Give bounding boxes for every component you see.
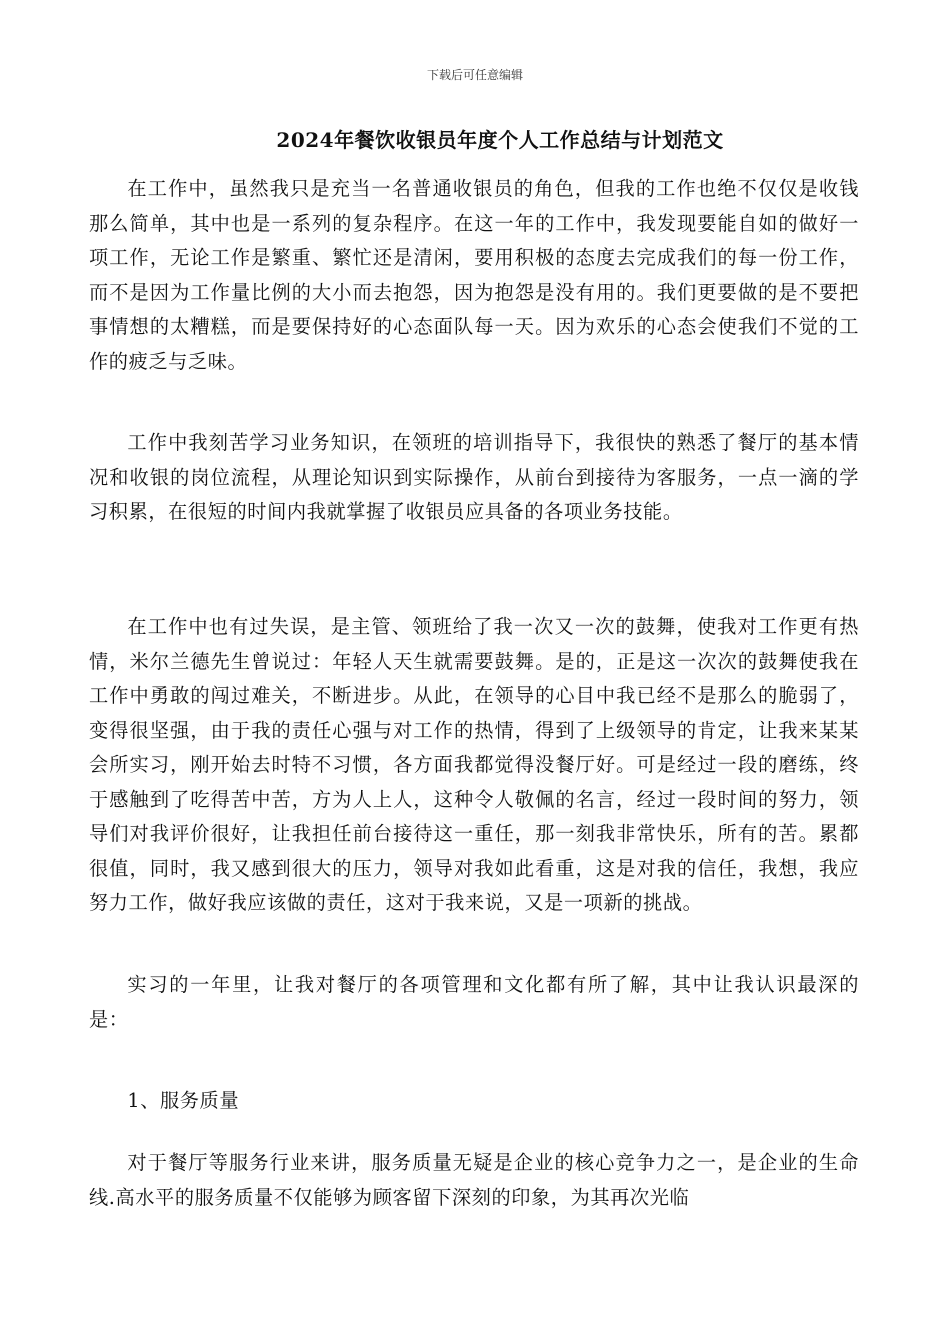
paragraph-3: 在工作中也有过失误，是主管、领班给了我一次又一次的鼓舞，使我对工作更有热情，米尔兰德先生曾说过：年轻人天生就需要鼓舞。是的，正是这一次次的鼓舞使我在工作中勇敢的闯过难关，不断进步。从此，在领导的心目中我已经不是那么的脆弱了，变得很坚强，由于我的责任心强与对工作的热情，得到了上级领导的肯定，让我来某某会所实习，刚开始去时特不习惯，各方面我都觉得没餐厅好。可是经过一段的磨练，终于感触到了吃得苦中苦，方为人上人，这种令人敬佩的名言，经过一段时间的努力，领导们对我评价很好，让我担任前台接待这一重任，那一刻我非常快乐，所有的苦。累都很值，同时，我又感到很大的压力，领导对我如此看重，这是对我的信任，我想，我应努力工作，做好我应该做的责任，这对于我来说，又是一项新的挑战。 — [89, 615, 859, 914]
section-heading-service-quality: 1、服务质量 — [127, 1089, 240, 1112]
paragraph-5: 对于餐厅等服务行业来讲，服务质量无疑是企业的核心竞争力之一，是企业的生命线.高水平的服务质量不仅能够为顾客留下深刻的印象，为其再次光临 — [89, 1151, 859, 1209]
paragraph-1: 在工作中，虽然我只是充当一名普通收银员的角色，但我的工作也绝不仅仅是收钱那么简单，其中也是一系列的复杂程序。在这一年的工作中，我发现要能自如的做好一项工作，无论工作是繁重、繁忙还是清闲，要用积极的态度去完成我们的每一份工作，而不是因为工作量比例的大小而去抱怨，因为抱怨是没有用的。我们更要做的是不要把事情想的太糟糕，而是要保持好的心态面队每一天。因为欢乐的心态会使我们不觉的工作的疲乏与乏味。 — [89, 177, 859, 373]
paragraph-2: 工作中我刻苦学习业务知识，在领班的培训指导下，我很快的熟悉了餐厅的基本情况和收银的岗位流程，从理论知识到实际操作，从前台到接待为客服务，一点一滴的学习积累，在很短的时间内我就掌握了收银员应具备的各项业务技能。 — [89, 431, 859, 523]
paragraph-4: 实习的一年里，让我对餐厅的各项管理和文化都有所了解，其中让我认识最深的是： — [89, 973, 859, 1031]
header-note: 下载后可任意编辑 — [426, 68, 523, 82]
document-title: 2024年餐饮收银员年度个人工作总结与计划范文 — [276, 128, 724, 152]
